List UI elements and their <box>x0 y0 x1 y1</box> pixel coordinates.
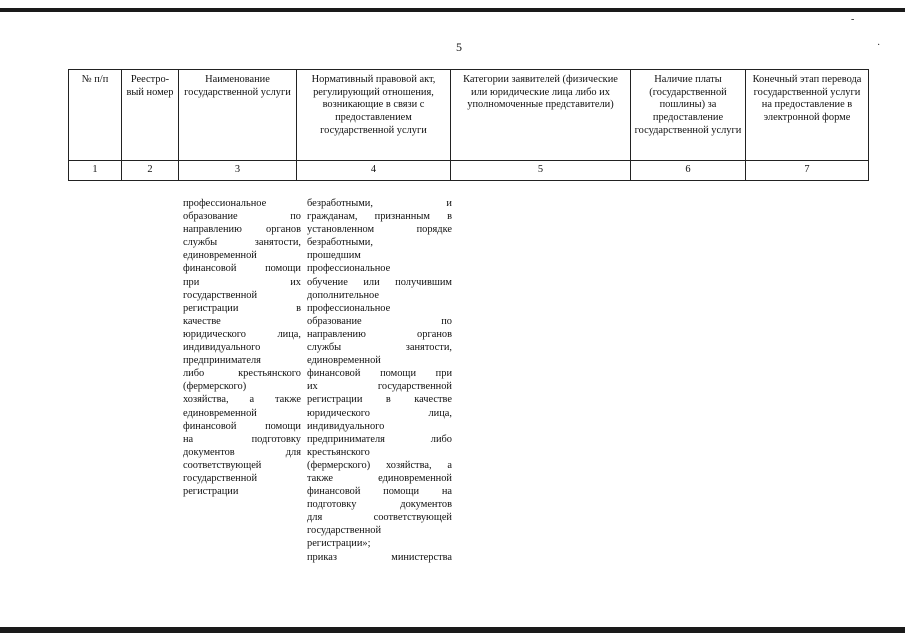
header-service-name: Наименование государственной услуги <box>179 70 297 161</box>
text-line: государственной <box>183 472 258 484</box>
text-line: дополнительное <box>307 289 379 301</box>
text-line: подготовку документов <box>307 499 452 511</box>
text-line: для соответствующей <box>307 512 452 524</box>
table-header-row <box>69 70 869 161</box>
text-line: финансовой помощи на <box>307 486 452 498</box>
bottom-border-bar <box>0 627 905 633</box>
text-line: службы занятости, <box>183 237 301 249</box>
text-line: предпринимателя <box>183 355 261 367</box>
text-line: финансовой помощи <box>183 263 301 275</box>
text-line: безработными, <box>307 237 373 249</box>
text-line: государственной <box>183 289 258 301</box>
text-line: единовременной <box>183 407 257 419</box>
header-fee: Наличие платы (государственной пошлины) за предоставление государственной услуги <box>631 70 746 161</box>
text-line: соответствующей <box>183 459 262 471</box>
text-line: финансовой помощи <box>183 420 301 432</box>
text-line: индивидуального <box>307 420 385 432</box>
text-line: установленном порядке <box>307 224 452 236</box>
text-line: при их <box>183 276 301 288</box>
text-line: направлению органов <box>183 224 301 236</box>
text-line: (фермерского) хозяйства, а <box>307 459 452 471</box>
text-line: регистрации в <box>183 302 301 314</box>
text-line: либо крестьянского <box>183 368 301 380</box>
page-number: 5 <box>456 40 462 54</box>
text-line: хозяйства, а также <box>183 394 301 406</box>
column-number: 6 <box>631 161 746 181</box>
top-border-bar <box>0 8 905 12</box>
column-number: 7 <box>746 161 869 181</box>
text-line: профессиональное <box>307 302 391 314</box>
text-line: также единовременной <box>307 472 452 484</box>
text-line: государственной <box>307 525 382 537</box>
text-line: их государственной <box>307 381 452 393</box>
text-line: юридического лица, <box>183 328 301 340</box>
text-line: (фермерского) <box>183 381 247 393</box>
text-line: регистрации в качестве <box>307 394 452 406</box>
column-number-row <box>69 161 869 181</box>
text-line: единовременной <box>183 250 257 262</box>
text-line: обучение или получившим <box>307 276 452 288</box>
text-line: финансовой помощи при <box>307 368 452 380</box>
text-line: образование по <box>307 315 452 327</box>
text-line: юридического лица, <box>307 407 452 419</box>
scan-speck: · <box>877 40 881 51</box>
column-number: 1 <box>69 161 122 181</box>
text-line: профессиональное <box>183 198 267 209</box>
text-line: на подготовку <box>183 433 301 445</box>
text-line: крестьянского <box>307 446 370 458</box>
services-table <box>68 69 869 181</box>
text-line: индивидуального <box>183 342 261 354</box>
text-line: единовременной <box>307 355 381 367</box>
text-line: регистрации <box>183 486 239 498</box>
text-line: гражданам, признанным в <box>307 211 452 223</box>
text-line: прошедшим <box>307 250 361 262</box>
text-line: документов для <box>183 446 301 458</box>
header-normative-act: Нормативный правовой акт, регулирующий отношения, возникающие в связи с предоставлением государственной услуги <box>297 70 451 161</box>
text-line: образование по <box>183 211 301 223</box>
column-number: 2 <box>122 161 179 181</box>
scan-speck: - <box>851 14 855 25</box>
column-number: 5 <box>451 161 631 181</box>
text-line: профессиональное <box>307 263 391 275</box>
header-registry-number: Реестро-вый номер <box>122 70 179 161</box>
text-line: регистрации»; <box>307 538 371 550</box>
text-line: службы занятости, <box>307 342 452 354</box>
header-row-number: № п/п <box>69 70 122 161</box>
text-line: приказ министерства <box>307 551 452 563</box>
header-electronic-stage: Конечный этап перевода государственной услуги на предоставление в электронной форме <box>746 70 869 161</box>
column-number: 4 <box>297 161 451 181</box>
column-number: 3 <box>179 161 297 181</box>
text-line: предпринимателя либо <box>307 433 452 445</box>
normative-act-text <box>307 197 452 564</box>
text-line: безработными, и <box>307 198 452 209</box>
service-name-text <box>183 197 301 498</box>
text-line: качестве <box>183 315 221 327</box>
header-applicant-categories: Категории заявителей (физические или юридические лица либо их уполномоченные представители) <box>451 70 631 161</box>
text-line: направлению органов <box>307 328 452 340</box>
